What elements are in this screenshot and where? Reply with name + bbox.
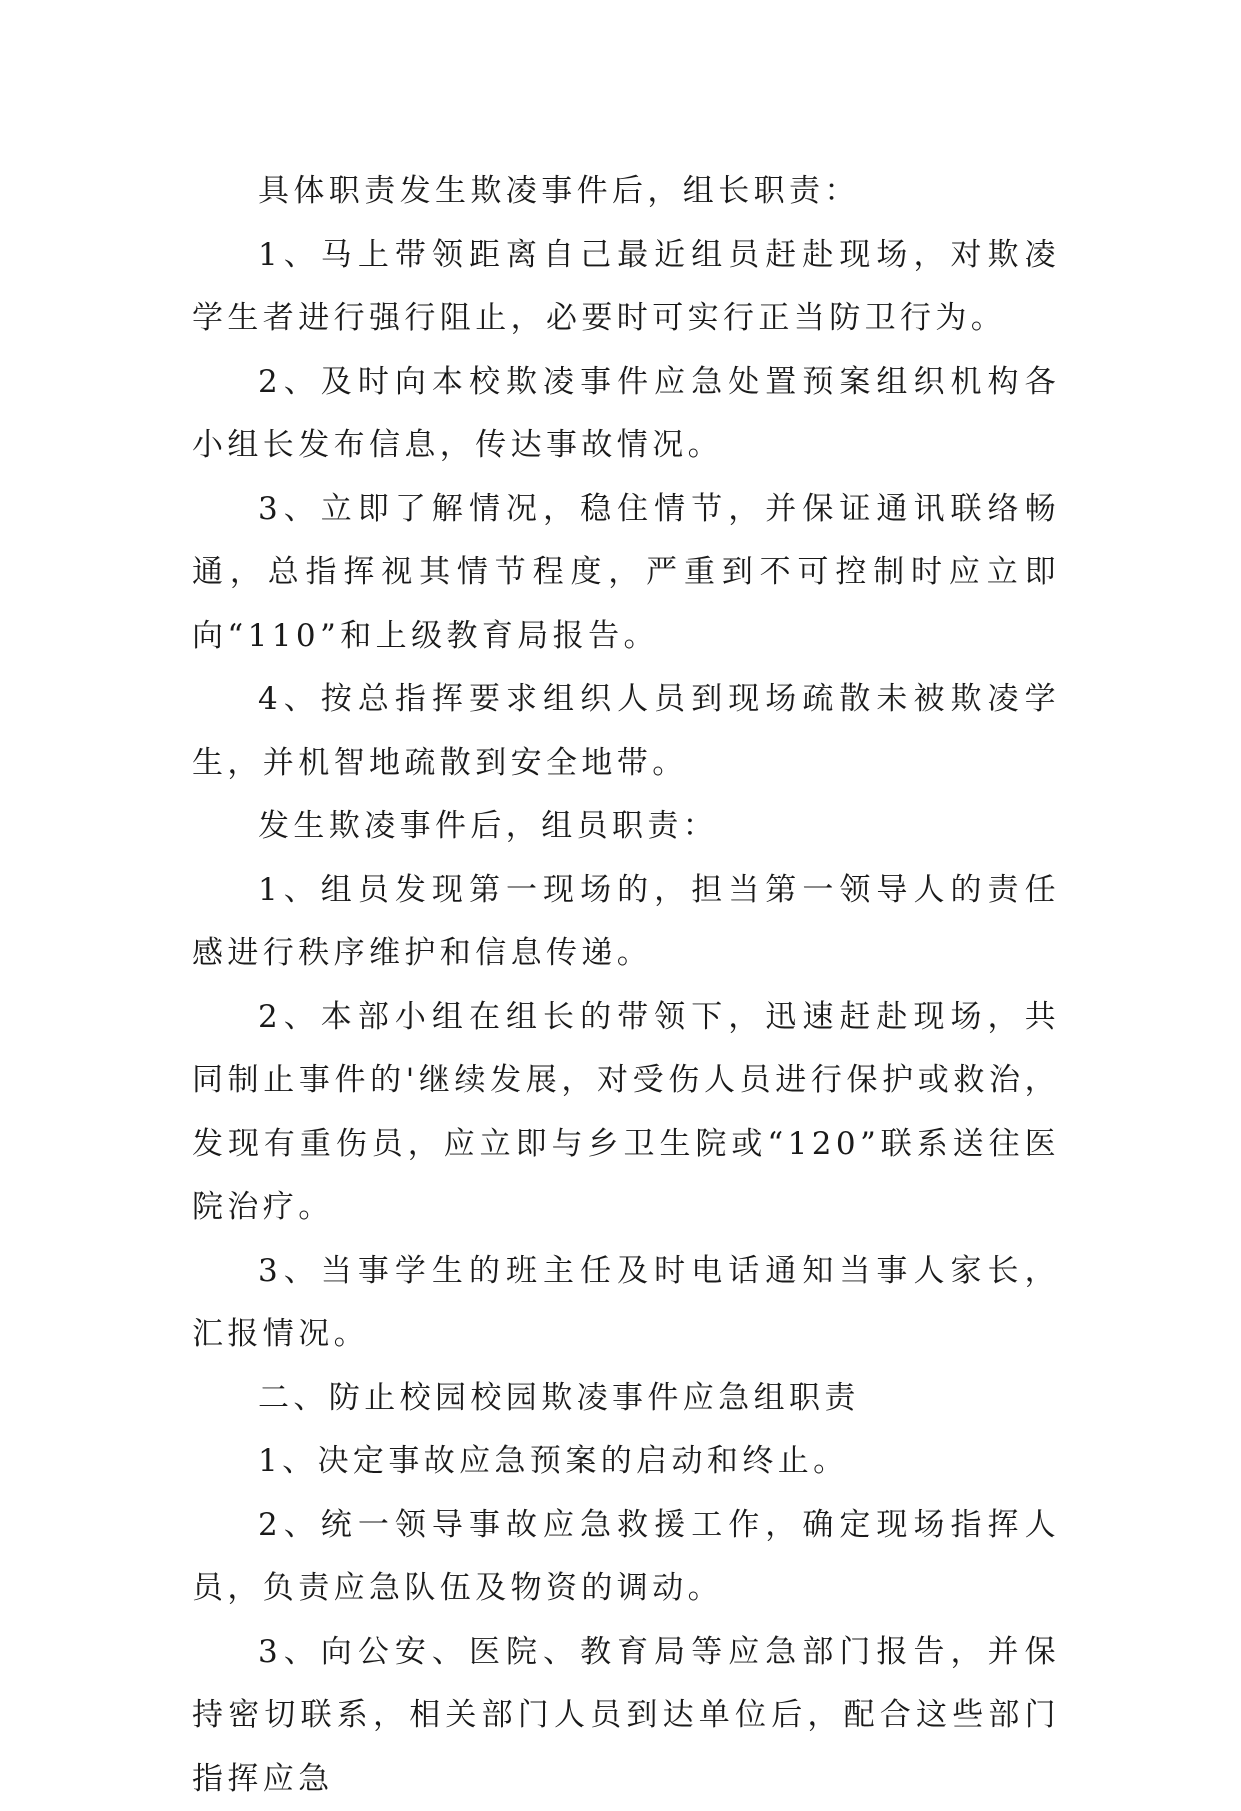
paragraph-group-duty-1: 1、决定事故应急预案的启动和终止。 xyxy=(192,1430,1060,1494)
paragraph-member-duty-3: 3、当事学生的班主任及时电话通知当事人家长，汇报情况。 xyxy=(192,1240,1060,1367)
paragraph-leader-duty-4: 4、按总指挥要求组织人员到现场疏散未被欺凌学生，并机智地疏散到安全地带。 xyxy=(192,668,1060,795)
paragraph-leader-duty-2: 2、及时向本校欺凌事件应急处置预案组织机构各小组长发布信息，传达事故情况。 xyxy=(192,351,1060,478)
paragraph-group-duty-2: 2、统一领导事故应急救援工作，确定现场指挥人员，负责应急队伍及物资的调动。 xyxy=(192,1494,1060,1621)
paragraph-leader-duty-1: 1、马上带领距离自己最近组员赶赴现场，对欺凌学生者进行强行阻止，必要时可实行正当防卫行为。 xyxy=(192,224,1060,351)
paragraph-section-two-heading: 二、防止校园校园欺凌事件应急组职责 xyxy=(192,1367,1060,1431)
paragraph-group-duty-3: 3、向公安、医院、教育局等应急部门报告，并保持密切联系，相关部门人员到达单位后，配合这些部门指挥应急 xyxy=(192,1621,1060,1811)
paragraph-member-duty-1: 1、组员发现第一现场的，担当第一领导人的责任感进行秩序维护和信息传递。 xyxy=(192,859,1060,986)
document-body xyxy=(192,160,1060,1811)
paragraph-member-duty-2: 2、本部小组在组长的带领下，迅速赶赴现场，共同制止事件的'继续发展，对受伤人员进行保护或救治，发现有重伤员，应立即与乡卫生院或“120”联系送往医院治疗。 xyxy=(192,986,1060,1240)
paragraph-leader-duty-3: 3、立即了解情况，稳住情节，并保证通讯联络畅通，总指挥视其情节程度，严重到不可控制时应立即向“110”和上级教育局报告。 xyxy=(192,478,1060,669)
paragraph-member-duties-heading: 发生欺凌事件后，组员职责： xyxy=(192,795,1060,859)
paragraph-leader-duties-heading: 具体职责发生欺凌事件后，组长职责： xyxy=(192,160,1060,224)
